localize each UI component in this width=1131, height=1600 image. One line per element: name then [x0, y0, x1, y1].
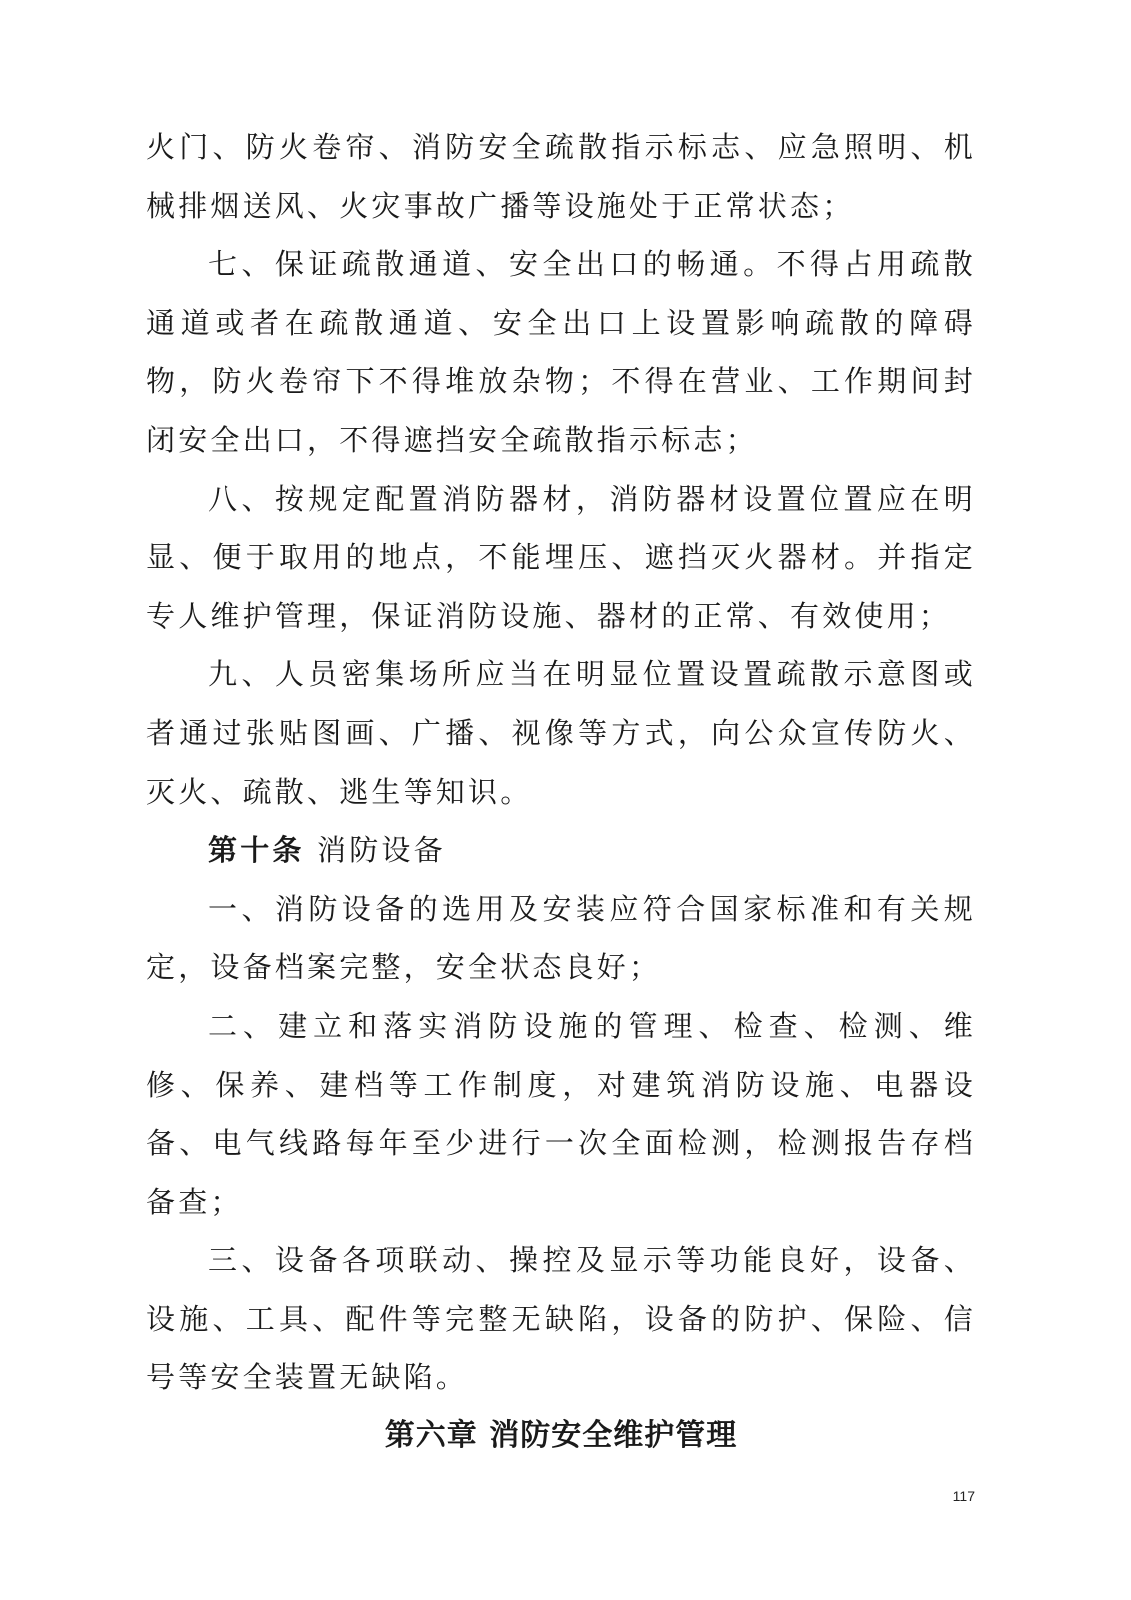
page-body: [146, 118, 976, 1466]
paragraph-item-nine: 九、人员密集场所应当在明显位置设置疏散示意图或者通过张贴图画、广播、视像等方式，向公众宣传防火、灭火、疏散、逃生等知识。: [146, 657, 976, 809]
page-number: 117: [952, 1488, 975, 1504]
paragraph-continuation: 火门、防火卷帘、消防安全疏散指示标志、应急照明、机械排烟送风、火灾事故广播等设施处于正常状态；: [146, 130, 976, 223]
article-heading: [146, 821, 976, 880]
chapter-heading: 第六章 消防安全维护管理: [384, 1418, 738, 1454]
paragraph-item-seven: 七、保证疏散通道、安全出口的畅通。不得占用疏散通道或者在疏散通道、安全出口上设置影响疏散的障碍物，防火卷帘下不得堆放杂物；不得在营业、工作期间封闭安全出口，不得遮挡安全疏散指示标志；: [146, 247, 976, 457]
article-item-three: 三、设备各项联动、操控及显示等功能良好，设备、设施、工具、配件等完整无缺陷，设备的防护、保险、信号等安全装置无缺陷。: [146, 1243, 976, 1395]
article-item-one: 一、消防设备的选用及安装应符合国家标准和有关规定，设备档案完整，安全状态良好；: [146, 891, 976, 985]
article-title: 消防设备: [317, 833, 446, 868]
article-item-two: 二、建立和落实消防设施的管理、检查、检测、维修、保养、建档等工作制度，对建筑消防设施、电器设备、电气线路每年至少进行一次全面检测，检测报告存档备查；: [146, 1008, 976, 1219]
paragraph-item-eight: 八、按规定配置消防器材，消防器材设置位置应在明显、便于取用的地点，不能埋压、遮挡灭火器材。并指定专人维护管理，保证消防设施、器材的正常、有效使用；: [146, 481, 976, 633]
article-number: 第十条: [208, 833, 305, 868]
